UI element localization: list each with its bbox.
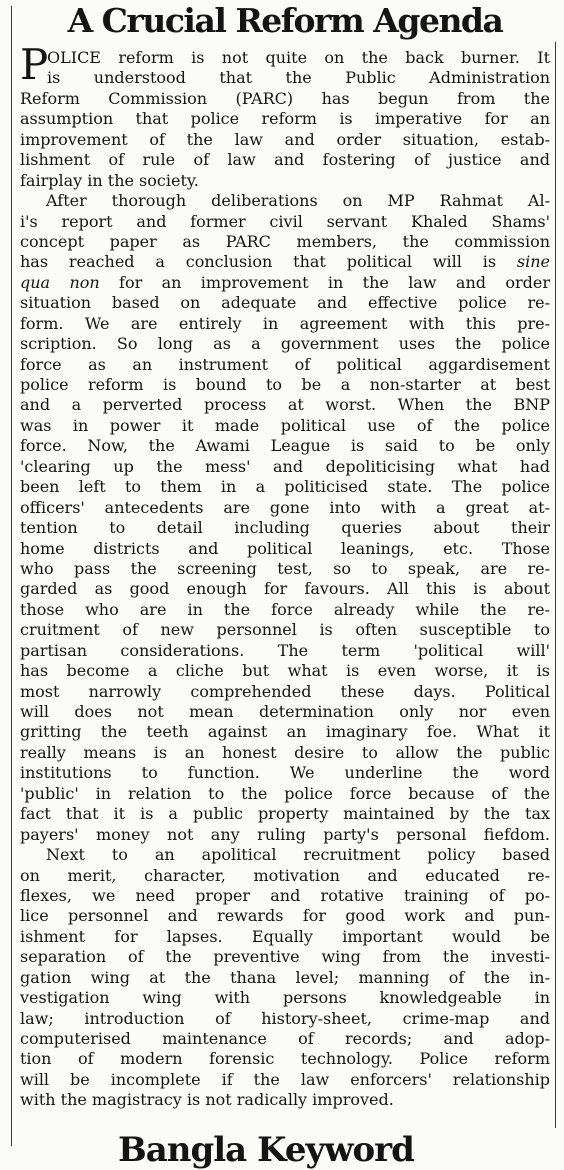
article-line: Reform Commission (PARC) has begun from the [20, 88, 550, 108]
article-line: assumption that police reform is imperative for an [20, 109, 550, 129]
article-line: has reached a conclusion that political will is sine [20, 252, 550, 272]
article-line: will be incomplete if the law enforcers' relationship [20, 1069, 550, 1089]
article-line: was in power it made political use of the police [20, 415, 550, 435]
article-line: tention to detail including queries about their [20, 518, 550, 538]
article-line: qua non for an improvement in the law and order [20, 272, 550, 292]
article-line: is understood that the Public Administration [47, 68, 550, 88]
drop-cap: P [20, 40, 49, 89]
article-line: OLICE reform is not quite on the back burner. It [47, 48, 550, 67]
right-column-rule [555, 42, 556, 1128]
article-line: officers' antecedents are gone into with a great at- [20, 497, 550, 517]
article-line: Next to an apolitical recruitment policy based [46, 845, 550, 865]
article-body [20, 40, 550, 1111]
article-line: been left to them in a politicised state. The police [20, 477, 550, 497]
article-line: most narrowly comprehended these days. Political [20, 681, 550, 701]
article-line: concept paper as PARC members, the commission [20, 231, 550, 251]
article-line: tion of modern forensic technology. Police reform [20, 1049, 550, 1069]
article-line: i's report and former civil servant Khaled Shams' [20, 211, 550, 231]
article-line: form. We are entirely in agreement with this pre- [20, 313, 550, 333]
next-article-headline [118, 1130, 448, 1170]
article-line: computerised maintenance of records; and adop- [20, 1029, 550, 1048]
article-line: partisan considerations. The term 'political will' [20, 640, 550, 660]
article-line: force. Now, the Awami League is said to be only [20, 436, 550, 456]
article-line: vestigation wing with persons knowledgeable in [20, 988, 550, 1008]
article-line: garded as good enough for favours. All this is about [20, 579, 550, 599]
article-line: 'clearing up the mess' and depoliticising what had [20, 456, 550, 476]
article-headline: A Crucial Reform Agenda [67, 1, 503, 40]
article-line: and a perverted process at worst. When the BNP [20, 395, 550, 415]
article-line: scription. So long as a government uses the police [20, 334, 550, 354]
article-line: really means is an honest desire to allow the public [20, 742, 550, 762]
article-line: After thorough deliberations on MP Rahmat Al- [46, 191, 550, 211]
left-column-rule [11, 6, 12, 1146]
next-article-headline-text: Bangla Keyword [118, 1130, 414, 1170]
article-line: police reform is bound to be a non-starter at best [20, 375, 550, 394]
article-line: institutions to function. We underline the word [20, 763, 550, 783]
article-line: flexes, we need proper and rotative training of po- [20, 885, 550, 905]
article-line: separation of the preventive wing from the investi- [20, 947, 550, 967]
article-line: gation wing at the thana level; manning of the in- [20, 967, 550, 987]
article-line: ishment for lapses. Equally important would be [20, 926, 550, 946]
article-line: lice personnel and rewards for good work and pun- [20, 906, 550, 926]
article-line: force as an instrument of political aggardisement [20, 354, 550, 374]
article-line: has become a cliche but what is even worse, it is [20, 661, 550, 681]
article-line: cruitment of new personnel is often susceptible to [20, 620, 550, 640]
article-line: on merit, character, motivation and educated re- [20, 865, 550, 885]
article-line: fairplay in the society. [20, 170, 199, 190]
article-line: will does not mean determination only nor even [20, 702, 550, 721]
article-line: lishment of rule of law and fostering of justice and [20, 150, 550, 170]
article-line: situation based on adequate and effective police re- [20, 293, 550, 313]
article-line: who pass the screening test, so to speak, are re- [20, 558, 550, 578]
article-line: law; introduction of history-sheet, crime-map and [20, 1008, 550, 1028]
article-line: fact that it is a public property maintained by the tax [20, 804, 550, 824]
article-line: improvement of the law and order situation, estab- [20, 129, 550, 149]
article-line: 'public' in relation to the police force because of the [20, 783, 550, 803]
article-line: those who are in the force already while the re- [20, 599, 550, 619]
article-line: with the magistracy is not radically improved. [20, 1090, 394, 1110]
article-line: gritting the teeth against an imaginary foe. What it [20, 722, 550, 742]
article-line: payers' money not any ruling party's personal fiefdom. [20, 824, 550, 844]
article-line: home districts and political leanings, etc. Those [20, 538, 550, 558]
